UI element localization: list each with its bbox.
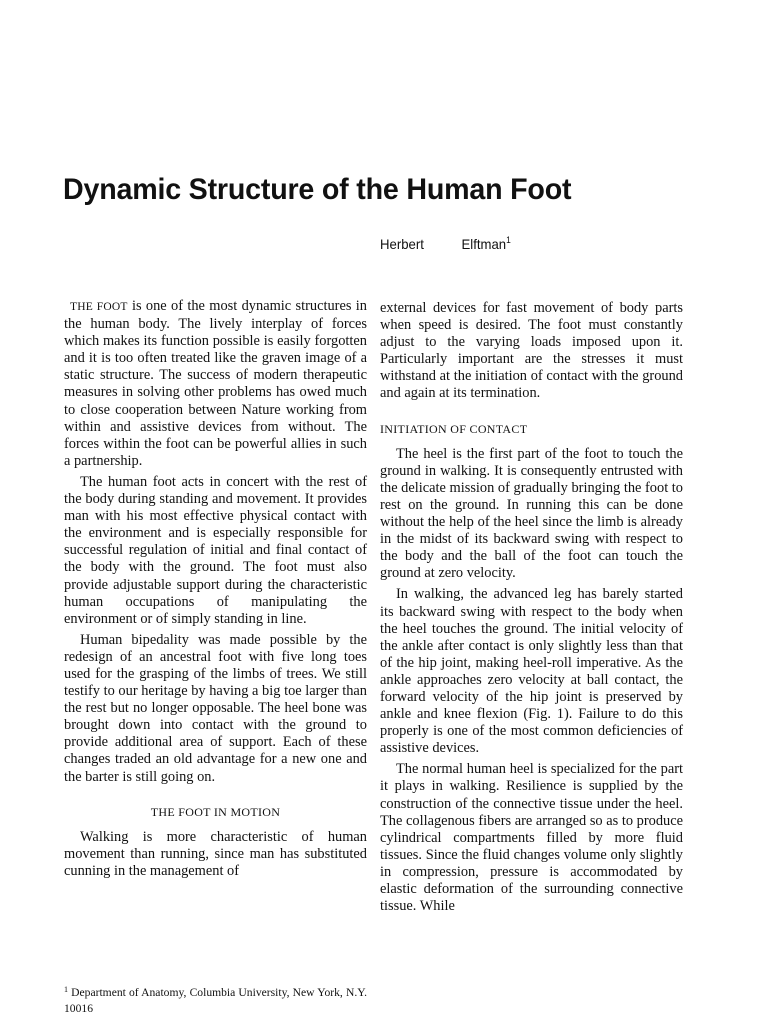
footnote-text: Department of Anatomy, Columbia University, New York, N.Y. 10016 [64,986,367,1015]
footnote [64,985,367,1016]
lead-in-smallcaps: THE FOOT [70,301,128,313]
paragraph: external devices for fast movement of body parts when speed is desired. The foot must constantly adjust to the varying loads imposed upon it. Particularly important are the stresses it must withstand at the initiation of contact with the ground and again at its termination. [380,300,683,402]
section-heading: INITIATION OF CONTACT [380,421,528,436]
paragraph: Human bipedality was made possible by the redesign of an ancestral foot with five long toes used for the grasping of the limbs of trees. We still testify to our heritage by having a big toe larger than the rest but no longer opposable. The heel bone was brought down into contact with the ground to provide additional area of support. Each of these changes traded an old advantage for a new one and the barter is still going on. [64,631,367,785]
author-last-name: Elftman [461,236,507,252]
paragraph-text: is one of the most dynamic structures in the human body. The lively interplay of forces which makes its function possible is easily forgotten and it is too often treated like the graven image of a static structure. The success of modern therapeutic measures in solving other problems has owed much to close cooperation between Nature working from within and assistive devices from without. The forces within the foot can be powerful allies in such a partnership. [64,298,367,469]
left-column [64,298,367,884]
right-column [380,300,683,919]
footnote-mark: 1 [64,985,68,994]
paragraph: In walking, the advanced leg has barely started its backward swing with respect to the body when the heel touches the ground. The initial velocity of the ankle after contact is only slightly less than that of the hip joint, making heel-roll imperative. As the ankle approaches zero velocity at ball contact, the forward velocity of the hip joint is preserved by ankle and knee flexion (Fig. 1). Failure to do this properly is one of the most common deficiencies of assistive devices. [380,586,683,757]
article-title: Dynamic Structure of the Human Foot [63,173,572,206]
paragraph: The normal human heel is specialized for the part it plays in walking. Resilience is supplied by the construction of the connective tissue under the heel. The collagenous fibers are arranged so as to produce cylindrical compartments filled by more fluid tissues. Since the fluid changes volume only slightly in compression, pressure is accommodated by elastic deformation of the surrounding connective tissue. While [380,761,683,915]
author-footnote-mark: 1 [506,235,511,245]
author-first-name: Herbert [380,236,424,252]
section-heading: THE FOOT IN MOTION [150,804,281,819]
paragraph: The heel is the first part of the foot to touch the ground in walking. It is consequently entrusted with the delicate mission of gradually bringing the foot to rest on the ground. In running this can be done without the help of the heel since the limb is already in the midst of its backward swing with respect to the body and the ball of the foot can touch the ground at zero velocity. [380,445,683,582]
paragraph [64,298,367,470]
author-line [380,235,511,253]
paragraph: The human foot acts in concert with the rest of the body during standing and movement. It provides man with his most effective physical contact with the environment and is especially responsible for successful regulation of initial and final contact of the body with the ground. The foot must also provide adjustable support during the characteristic human occupations of manipulating the environment or of simply standing in line. [64,473,367,627]
paragraph: Walking is more characteristic of human movement than running, since man has substituted cunning in the management of [64,828,367,879]
